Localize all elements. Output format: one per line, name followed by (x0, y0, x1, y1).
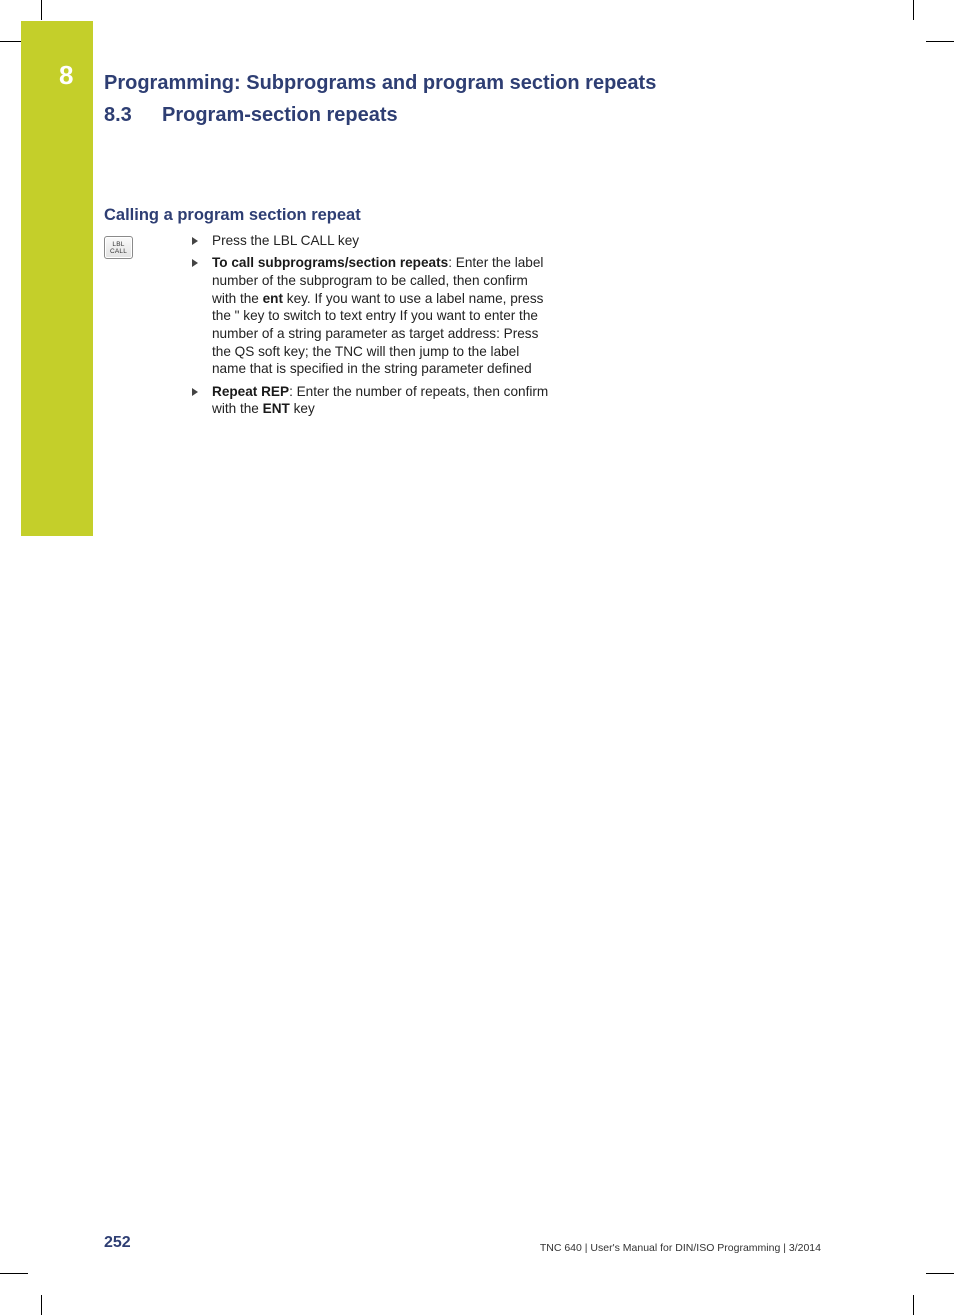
page-number: 252 (104, 1234, 131, 1251)
step-text: Press the LBL CALL key (212, 233, 360, 248)
section-number: 8.3 (104, 104, 132, 126)
step-text: key (289, 401, 315, 417)
key-label-line1: LBL (112, 240, 125, 248)
triangle-bullet-icon (192, 237, 198, 245)
step-keyword: ent (262, 290, 284, 306)
step-item (192, 383, 552, 418)
chapter-title: Programming: Subprograms and program section repeats (104, 72, 657, 94)
crop-mark (913, 0, 914, 20)
section-title (104, 104, 398, 127)
crop-mark (41, 1295, 42, 1315)
step-keyword: ENT (262, 401, 290, 417)
crop-mark (41, 0, 42, 20)
step-item (192, 254, 552, 378)
crop-mark (926, 41, 954, 42)
lbl-call-key-icon (104, 236, 133, 259)
crop-mark (926, 1273, 954, 1274)
step-keyword: To call subprograms/section repeats (212, 255, 449, 271)
triangle-bullet-icon (192, 259, 198, 267)
step-text: : Enter the label number of the subprogram to be called, then confirm with the (212, 255, 544, 306)
step-text: : Enter the number of repeats, then confirm with the (212, 383, 549, 417)
chapter-number: 8 (59, 60, 74, 90)
step-keyword: Repeat REP (212, 383, 290, 399)
subsection-heading: Calling a program section repeat (104, 206, 361, 224)
section-title-text: Program-section repeats (162, 104, 398, 126)
key-label-line2: CALL (109, 247, 128, 255)
crop-mark (0, 1273, 28, 1274)
step-list (192, 232, 552, 423)
triangle-bullet-icon (192, 388, 198, 396)
chapter-band (21, 21, 93, 536)
footer-text: TNC 640 | User's Manual for DIN/ISO Programming | 3/2014 (539, 1242, 821, 1254)
step-text: key. If you want to use a label name, press the " key to switch to text entry If you want to enter the number of a string parameter as target address: Press the QS soft key; the TNC will then jump to the label name that is specified in the string parameter defined (212, 290, 544, 377)
step-item (192, 232, 552, 250)
crop-mark (913, 1295, 914, 1315)
